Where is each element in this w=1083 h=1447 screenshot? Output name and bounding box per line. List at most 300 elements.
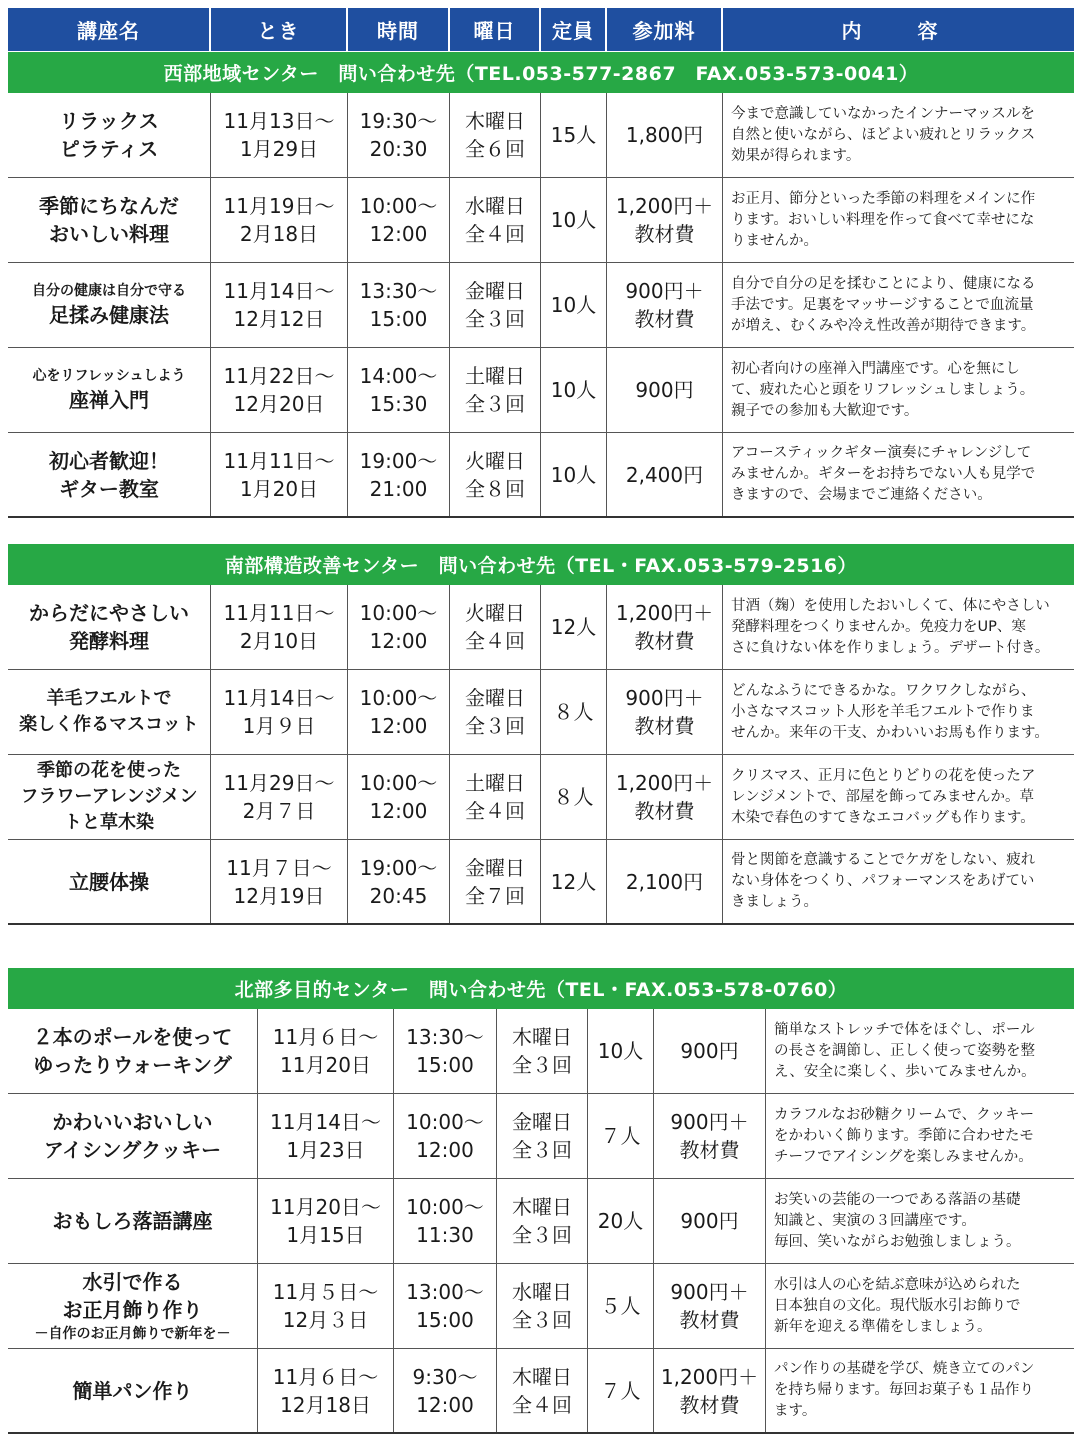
course-fee bbox=[654, 1094, 766, 1178]
section-title: 北部多目的センター 問い合わせ先（TEL・FAX.053-578-0760） bbox=[8, 968, 1074, 1009]
cell-line: きますので、会場までご連絡ください。 bbox=[731, 487, 992, 503]
course-date bbox=[211, 93, 348, 177]
cell-line: 11:30 bbox=[416, 1223, 474, 1247]
cell-line: 13:30～ bbox=[406, 1025, 484, 1049]
cell-line: 教材費 bbox=[679, 1392, 740, 1417]
cell-line: 発酵料理 bbox=[69, 629, 149, 653]
cell-line: お正月、節分といった季節の料理をメインに作 bbox=[731, 190, 1036, 207]
cell-line: 11月20日～ bbox=[270, 1195, 381, 1219]
cell-line: りませんか。 bbox=[731, 232, 818, 249]
course-day bbox=[450, 585, 541, 669]
course-capacity: ７人 bbox=[588, 1094, 654, 1178]
course-day bbox=[450, 178, 541, 262]
course-description bbox=[723, 433, 1074, 516]
course-name bbox=[8, 1179, 258, 1263]
course-name bbox=[8, 1264, 258, 1348]
table-row bbox=[8, 1349, 1074, 1434]
cell-line: え、安全に楽しく、歩いてみませんか。 bbox=[774, 1063, 1036, 1080]
course-day bbox=[497, 1009, 588, 1093]
cell-line: 教材費 bbox=[634, 629, 695, 653]
cell-line: 金曜日 bbox=[465, 686, 525, 710]
cell-line: 12:00 bbox=[416, 1138, 474, 1162]
cell-line: 全８回 bbox=[465, 476, 525, 501]
course-fee bbox=[607, 263, 723, 347]
cell-line: 初心者歓迎！ bbox=[49, 448, 169, 473]
cell-line: 1,200円＋ bbox=[615, 194, 714, 218]
cell-line: 15:00 bbox=[416, 1308, 474, 1332]
cell-line: 羊毛フエルトで bbox=[46, 688, 172, 709]
cell-line: の長さを調節し、正しく使って姿勢を整 bbox=[774, 1042, 1035, 1059]
course-time bbox=[348, 670, 450, 754]
cell-line: 900円＋ bbox=[625, 686, 704, 710]
cell-line: 新年を迎える準備をしましょう。 bbox=[774, 1318, 992, 1335]
cell-line: 14:00～ bbox=[359, 364, 438, 388]
table-row bbox=[8, 1179, 1074, 1264]
cell-line: お笑いの芸能の一つである落語の基礎 bbox=[774, 1191, 1021, 1208]
cell-line: 11月14日～ bbox=[223, 686, 335, 710]
cell-line: 教材費 bbox=[679, 1138, 740, 1162]
cell-line: をかわいく飾ります。季節に合わせたモ bbox=[774, 1127, 1034, 1144]
course-date bbox=[211, 348, 348, 432]
cell-line: 1,800円 bbox=[625, 123, 704, 147]
course-capacity: 10人 bbox=[541, 263, 607, 347]
course-date bbox=[211, 433, 348, 516]
course-day bbox=[497, 1349, 588, 1432]
cell-line: きましょう。 bbox=[731, 894, 818, 910]
cell-line: 水曜日 bbox=[512, 1280, 572, 1304]
cell-line: 15:30 bbox=[369, 392, 428, 416]
cell-line: 初心者向けの座禅入門講座です。心を無にし bbox=[731, 360, 1020, 377]
course-fee bbox=[607, 178, 723, 262]
cell-line: 毎回、笑いながらお勉強しましょう。 bbox=[774, 1233, 1021, 1250]
course-capacity: ８人 bbox=[541, 755, 607, 839]
cell-line: 12月３日 bbox=[282, 1308, 369, 1332]
cell-line: 手法です。足裏をマッサージすることで血流量 bbox=[731, 296, 1034, 313]
cell-line: 季節にちなんだ bbox=[39, 194, 179, 218]
cell-line: 全３回 bbox=[465, 714, 525, 738]
course-fee bbox=[607, 93, 723, 177]
cell-line: 19:00～ bbox=[359, 448, 438, 473]
cell-line: 簡単なストレッチで体をほぐし、ポール bbox=[774, 1021, 1035, 1038]
course-name bbox=[8, 755, 211, 839]
cell-line: 全４回 bbox=[512, 1392, 572, 1417]
course-description bbox=[723, 585, 1074, 669]
course-time bbox=[348, 348, 450, 432]
table-row bbox=[8, 1009, 1074, 1094]
course-day bbox=[450, 670, 541, 754]
course-capacity: 15人 bbox=[541, 93, 607, 177]
cell-line: 13:30～ bbox=[359, 279, 438, 303]
course-fee bbox=[607, 840, 723, 923]
cell-line: 楽しく作るマスコット bbox=[19, 714, 199, 735]
table-row bbox=[8, 585, 1074, 670]
cell-line: 火曜日 bbox=[465, 601, 525, 625]
course-capacity: ５人 bbox=[588, 1264, 654, 1348]
course-name bbox=[8, 93, 211, 177]
course-capacity: 12人 bbox=[541, 585, 607, 669]
cell-line: 900円 bbox=[680, 1039, 739, 1063]
cell-line: 季節の花を使った bbox=[37, 760, 181, 781]
cell-line: 2,400円 bbox=[625, 462, 704, 487]
cell-line: 全３回 bbox=[512, 1223, 572, 1247]
cell-line: からだにやさしい bbox=[29, 601, 189, 625]
course-day bbox=[450, 263, 541, 347]
cell-line: リラックス bbox=[59, 109, 159, 133]
cell-line: 11月29日～ bbox=[223, 771, 335, 795]
cell-line: 1月９日 bbox=[242, 714, 316, 738]
cell-line: 全４回 bbox=[465, 629, 525, 653]
course-description bbox=[723, 93, 1074, 177]
section-nanbu bbox=[8, 544, 1074, 925]
cell-line: 21:00 bbox=[369, 476, 428, 501]
course-fee bbox=[607, 670, 723, 754]
course-name bbox=[8, 1349, 258, 1432]
cell-line: 12月12日 bbox=[233, 307, 325, 331]
cell-line: ゆったりウォーキング bbox=[33, 1053, 232, 1077]
course-name bbox=[8, 840, 211, 923]
section-seibu bbox=[8, 52, 1074, 518]
course-time bbox=[348, 433, 450, 516]
course-description bbox=[766, 1094, 1074, 1178]
course-time bbox=[348, 840, 450, 923]
header-cell: 講座名 bbox=[8, 8, 211, 51]
cell-line: 15:00 bbox=[369, 307, 428, 331]
course-date bbox=[258, 1009, 394, 1093]
course-name bbox=[8, 585, 211, 669]
cell-line: チーフでアイシングを楽しみませんか。 bbox=[774, 1148, 1033, 1165]
cell-line: 全４回 bbox=[465, 799, 525, 823]
cell-line: アコースティックギター演奏にチャレンジして bbox=[731, 445, 1032, 461]
cell-line: 900円＋ bbox=[670, 1110, 749, 1134]
table-row bbox=[8, 840, 1074, 925]
cell-line: 全３回 bbox=[465, 307, 525, 331]
course-subtitle: 心をリフレッシュしよう bbox=[32, 368, 186, 384]
cell-line: 12:00 bbox=[369, 799, 428, 823]
course-fee bbox=[607, 348, 723, 432]
cell-line: 10:00～ bbox=[359, 686, 438, 710]
cell-line: 12月19日 bbox=[233, 883, 325, 908]
cell-line: 全３回 bbox=[512, 1138, 572, 1162]
header-cell: 内 容 bbox=[841, 19, 956, 43]
course-day bbox=[450, 433, 541, 516]
course-name bbox=[8, 348, 211, 432]
course-date bbox=[258, 1264, 394, 1348]
course-date bbox=[211, 178, 348, 262]
course-time bbox=[348, 93, 450, 177]
cell-line: 親子での参加も大歓迎です。 bbox=[731, 402, 919, 419]
cell-line: カラフルなお砂糖クリームで、クッキー bbox=[774, 1106, 1035, 1123]
cell-line: どんなふうにできるかな。ワクワクしながら、 bbox=[731, 682, 1036, 699]
course-name bbox=[8, 670, 211, 754]
table-row bbox=[8, 755, 1074, 840]
cell-line: ります。おいしい料理を作って食べて幸せにな bbox=[731, 211, 1035, 228]
cell-line: 20:45 bbox=[369, 883, 428, 908]
course-time bbox=[348, 585, 450, 669]
course-description bbox=[723, 670, 1074, 754]
section-hokubu bbox=[8, 968, 1074, 1434]
section-title: 西部地域センター 問い合わせ先（TEL.053-577-2867 FAX.053-573-0041） bbox=[8, 52, 1074, 93]
cell-line: ます。 bbox=[774, 1403, 817, 1419]
course-description bbox=[723, 755, 1074, 839]
cell-line: 900円 bbox=[635, 378, 694, 402]
table-row bbox=[8, 433, 1074, 518]
course-fee bbox=[607, 755, 723, 839]
cell-line: 金曜日 bbox=[512, 1110, 572, 1134]
cell-line: 1月23日 bbox=[286, 1138, 365, 1162]
cell-line: 水引は人の心を結ぶ意味が込められた bbox=[774, 1276, 1021, 1293]
course-fee bbox=[607, 585, 723, 669]
cell-line: 11月13日～ bbox=[223, 109, 335, 133]
cell-line: みませんか。ギターをお持ちでない人も見学で bbox=[731, 466, 1036, 482]
cell-line: 全６回 bbox=[465, 137, 525, 161]
cell-line: 土曜日 bbox=[465, 771, 525, 795]
cell-line: 2月７日 bbox=[242, 799, 316, 823]
cell-line: 11月６日～ bbox=[272, 1025, 379, 1049]
cell-line: 12:00 bbox=[369, 222, 428, 246]
course-description bbox=[766, 1349, 1074, 1432]
cell-line: 木染で春色のすてきなエコバッグも作ります。 bbox=[731, 809, 1035, 826]
course-date bbox=[211, 585, 348, 669]
cell-line: 金曜日 bbox=[465, 279, 525, 303]
cell-line: 11月７日～ bbox=[226, 855, 332, 880]
cell-line: 10:00～ bbox=[359, 601, 438, 625]
cell-line: 教材費 bbox=[634, 799, 695, 823]
cell-line: お正月飾り作り bbox=[62, 1298, 203, 1322]
course-capacity: ７人 bbox=[588, 1349, 654, 1432]
cell-line: 木曜日 bbox=[512, 1364, 572, 1389]
course-subtitle: 自分の健康は自分で守る bbox=[32, 283, 186, 299]
cell-line: 20:30 bbox=[369, 137, 428, 161]
cell-line: 1月15日 bbox=[286, 1223, 365, 1247]
cell-line: 全３回 bbox=[465, 392, 525, 416]
course-list bbox=[8, 1009, 1074, 1434]
cell-line: 金曜日 bbox=[465, 855, 525, 880]
course-date bbox=[258, 1094, 394, 1178]
course-name bbox=[8, 178, 211, 262]
course-fee bbox=[654, 1264, 766, 1348]
table-row bbox=[8, 348, 1074, 433]
cell-line: 知識と、実演の３回講座です。 bbox=[774, 1212, 976, 1229]
cell-line: 900円 bbox=[680, 1209, 739, 1233]
cell-line: を持ち帰ります。毎回お菓子も１品作り bbox=[774, 1382, 1034, 1398]
table-row bbox=[8, 93, 1074, 178]
cell-line: アイシングクッキー bbox=[43, 1138, 222, 1162]
cell-line: ピラティス bbox=[59, 137, 159, 161]
course-time bbox=[394, 1349, 497, 1432]
course-day bbox=[497, 1179, 588, 1263]
course-capacity: ８人 bbox=[541, 670, 607, 754]
cell-line: ２本のポールを使って bbox=[32, 1025, 233, 1049]
table-header bbox=[8, 8, 1074, 51]
cell-line: 12月20日 bbox=[233, 392, 325, 416]
cell-line: 10:00～ bbox=[359, 771, 438, 795]
course-date bbox=[211, 263, 348, 347]
course-name bbox=[8, 1094, 258, 1178]
cell-line: かわいいおいしい bbox=[52, 1110, 213, 1134]
table-row bbox=[8, 670, 1074, 755]
course-date bbox=[258, 1179, 394, 1263]
course-day bbox=[450, 840, 541, 923]
course-day bbox=[450, 93, 541, 177]
cell-line: 効果が得られます。 bbox=[731, 147, 861, 164]
cell-line: 座禅入門 bbox=[69, 388, 149, 412]
course-list bbox=[8, 93, 1074, 518]
course-time bbox=[394, 1264, 497, 1348]
cell-line: 全７回 bbox=[465, 883, 525, 908]
cell-line: 甘酒（麹）を使用したおいしくて、体にやさしい bbox=[731, 597, 1050, 614]
course-day bbox=[450, 348, 541, 432]
course-capacity: 10人 bbox=[541, 348, 607, 432]
course-day bbox=[497, 1094, 588, 1178]
cell-line: パン作りの基礎を学び、焼き立てのパン bbox=[774, 1361, 1035, 1377]
course-name bbox=[8, 1009, 258, 1093]
course-date bbox=[258, 1349, 394, 1432]
cell-line: 自分で自分の足を揉むことにより、健康になる bbox=[731, 275, 1036, 292]
header-cell: 曜日 bbox=[450, 8, 541, 51]
course-day bbox=[450, 755, 541, 839]
cell-line: 12:00 bbox=[369, 629, 428, 653]
course-description bbox=[766, 1264, 1074, 1348]
course-fee bbox=[654, 1179, 766, 1263]
cell-line: 火曜日 bbox=[465, 448, 525, 473]
cell-line: 11月20日 bbox=[280, 1053, 371, 1077]
course-description bbox=[766, 1009, 1074, 1093]
course-date bbox=[211, 755, 348, 839]
cell-line: 足揉み健康法 bbox=[49, 303, 169, 327]
cell-line: フラワーアレンジメン bbox=[20, 786, 198, 807]
cell-line: 19:00～ bbox=[359, 855, 438, 880]
course-name bbox=[8, 263, 211, 347]
cell-line: 日本独自の文化。現代版水引お飾りで bbox=[774, 1297, 1021, 1314]
course-date bbox=[211, 670, 348, 754]
cell-line: 土曜日 bbox=[465, 364, 525, 388]
cell-line: さに負けない体を作りましょう。デザート付き。 bbox=[731, 639, 1050, 656]
course-description bbox=[723, 348, 1074, 432]
cell-line: 小さなマスコット人形を羊毛フエルトで作りま bbox=[731, 703, 1035, 720]
course-subtitle: －自作のお正月飾りで新年を－ bbox=[34, 1326, 231, 1342]
cell-line: クリスマス、正月に色とりどりの花を使ったア bbox=[731, 767, 1036, 784]
table-row bbox=[8, 178, 1074, 263]
cell-line: 13:00～ bbox=[406, 1280, 484, 1304]
cell-line: 15:00 bbox=[416, 1053, 474, 1077]
cell-line: 木曜日 bbox=[465, 109, 525, 133]
cell-line: おいしい料理 bbox=[49, 222, 169, 246]
course-description bbox=[723, 178, 1074, 262]
cell-line: 11月11日～ bbox=[223, 601, 335, 625]
cell-line: 全３回 bbox=[512, 1053, 572, 1077]
cell-line: 10:00～ bbox=[359, 194, 438, 218]
cell-line: 19:30～ bbox=[359, 109, 438, 133]
cell-line: 今まで意識していなかったインナーマッスルを bbox=[731, 105, 1035, 122]
cell-line: 9:30～ bbox=[412, 1364, 478, 1389]
course-capacity: 12人 bbox=[541, 840, 607, 923]
cell-line: 11月11日～ bbox=[223, 448, 335, 473]
header-cell: 時間 bbox=[348, 8, 450, 51]
cell-line: 教材費 bbox=[679, 1308, 740, 1332]
cell-line: 1,200円＋ bbox=[660, 1364, 759, 1389]
section-title: 南部構造改善センター 問い合わせ先（TEL・FAX.053-579-2516） bbox=[8, 544, 1074, 585]
course-time bbox=[394, 1009, 497, 1093]
cell-line: 1,200円＋ bbox=[615, 771, 714, 795]
course-capacity: 10人 bbox=[541, 178, 607, 262]
cell-line: 2月18日 bbox=[239, 222, 319, 246]
cell-line: 11月５日～ bbox=[272, 1280, 379, 1304]
course-date bbox=[211, 840, 348, 923]
cell-line: おもしろ落語講座 bbox=[52, 1209, 213, 1233]
cell-line: 11月14日～ bbox=[223, 279, 335, 303]
cell-line: 発酵料理をつくりませんか。免疫力をUP、寒 bbox=[731, 618, 1026, 635]
course-list bbox=[8, 585, 1074, 925]
cell-line: せんか。来年の干支、かわいいお馬も作ります。 bbox=[731, 724, 1049, 741]
course-capacity: 10人 bbox=[541, 433, 607, 516]
course-description bbox=[723, 263, 1074, 347]
cell-line: 900円＋ bbox=[670, 1280, 749, 1304]
table-row bbox=[8, 1264, 1074, 1349]
cell-line: 全４回 bbox=[465, 222, 525, 246]
cell-line: 簡単パン作り bbox=[72, 1378, 193, 1403]
cell-line: 骨と関節を意識することでケガをしない、疲れ bbox=[731, 852, 1036, 868]
table-row bbox=[8, 1094, 1074, 1179]
course-capacity: 10人 bbox=[588, 1009, 654, 1093]
course-description bbox=[766, 1179, 1074, 1263]
cell-line: 900円＋ bbox=[625, 279, 704, 303]
header-cell: 定員 bbox=[541, 8, 607, 51]
course-time bbox=[348, 178, 450, 262]
cell-line: 10:00～ bbox=[406, 1195, 484, 1219]
cell-line: 教材費 bbox=[634, 714, 695, 738]
cell-line: 11月６日～ bbox=[272, 1364, 379, 1389]
course-name bbox=[8, 433, 211, 516]
cell-line: 12:00 bbox=[416, 1392, 474, 1417]
course-time bbox=[348, 755, 450, 839]
cell-line: 1月20日 bbox=[239, 476, 319, 501]
cell-line: 2,100円 bbox=[625, 869, 704, 894]
header-cell: 参加料 bbox=[607, 8, 723, 51]
cell-line: 教材費 bbox=[634, 222, 695, 246]
cell-line: て、疲れた心と頭をリフレッシュしましょう。 bbox=[731, 381, 1035, 398]
cell-line: レンジメントで、部屋を飾ってみませんか。草 bbox=[731, 788, 1035, 805]
cell-line: 木曜日 bbox=[512, 1025, 572, 1049]
cell-line: ない身体をつくり、パフォーマンスをあげてい bbox=[731, 873, 1035, 889]
cell-line: 水曜日 bbox=[465, 194, 525, 218]
course-time bbox=[394, 1179, 497, 1263]
cell-line: 12:00 bbox=[369, 714, 428, 738]
cell-line: 木曜日 bbox=[512, 1195, 572, 1219]
cell-line: トと草木染 bbox=[64, 812, 154, 833]
cell-line: 1月29日 bbox=[239, 137, 319, 161]
cell-line: 10:00～ bbox=[406, 1110, 484, 1134]
course-time bbox=[348, 263, 450, 347]
course-fee bbox=[607, 433, 723, 516]
cell-line: 1,200円＋ bbox=[615, 601, 714, 625]
cell-line: 12月18日 bbox=[280, 1392, 371, 1417]
table-row bbox=[8, 263, 1074, 348]
cell-line: 立腰体操 bbox=[69, 869, 149, 894]
cell-line: 11月14日～ bbox=[270, 1110, 381, 1134]
cell-line: 2月10日 bbox=[239, 629, 319, 653]
cell-line: が増え、むくみや冷え性改善が期待できます。 bbox=[731, 317, 1036, 334]
cell-line: 教材費 bbox=[634, 307, 695, 331]
cell-line: ギター教室 bbox=[59, 476, 159, 501]
course-day bbox=[497, 1264, 588, 1348]
cell-line: 自然と使いながら、ほどよい疲れとリラックス bbox=[731, 126, 1036, 143]
header-cell: とき bbox=[211, 8, 348, 51]
cell-line: 水引で作る bbox=[82, 1270, 183, 1294]
cell-line: 11月19日～ bbox=[223, 194, 335, 218]
course-fee bbox=[654, 1009, 766, 1093]
course-fee bbox=[654, 1349, 766, 1432]
cell-line: 11月22日～ bbox=[223, 364, 335, 388]
